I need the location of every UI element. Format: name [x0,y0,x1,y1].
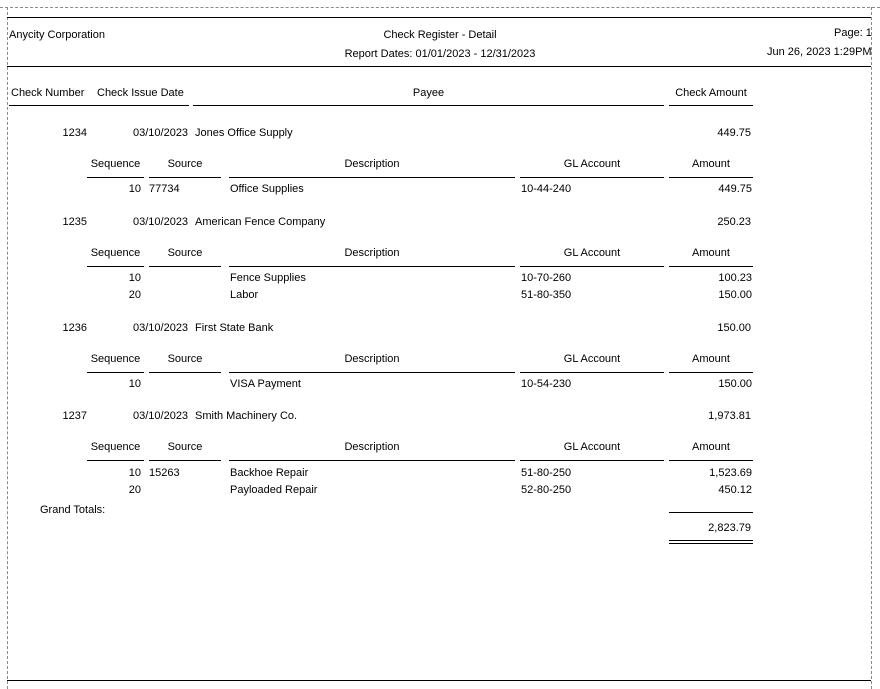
page-number: Page: 1 [834,27,872,39]
line-sequence: 20 [128,484,141,496]
grand-totals-label: Grand Totals: [40,504,106,516]
line-amount: 449.75 [718,183,752,195]
col-payee: Payee [412,87,445,99]
line-sequence: 10 [128,378,141,390]
check-date: 03/10/2023 [133,410,189,422]
totals-rule [669,512,753,513]
line-description: Payloaded Repair [230,484,318,496]
line-sequence: 10 [128,272,141,284]
detail-col-gl-account: GL Account [563,353,621,365]
check-payee: American Fence Company [195,216,326,228]
col-check-issue-date: Check Issue Date [97,87,184,99]
company-name: Anycity Corporation [9,29,105,41]
detail-col-source: Source [167,353,203,365]
line-gl-account: 10-70-260 [521,272,572,284]
line-description: Labor [230,289,259,301]
check-amount: 150.00 [717,322,751,334]
line-description: Fence Supplies [230,272,306,284]
line-amount: 450.12 [718,484,752,496]
col-rule-payee [193,105,664,106]
detail-col-amount: Amount [692,441,730,453]
check-amount: 449.75 [717,127,751,139]
detail-col-gl-account: GL Account [563,247,621,259]
check-date: 03/10/2023 [133,216,189,228]
detail-col-source: Source [167,441,203,453]
detail-col-sequence: Sequence [90,158,141,170]
col-rule-left [9,105,189,106]
col-rule-amount [669,105,753,106]
footer-rule [7,680,871,681]
detail-col-source: Source [167,247,203,259]
check-payee: First State Bank [195,322,274,334]
line-gl-account: 10-44-240 [521,183,572,195]
line-gl-account: 51-80-350 [521,289,572,301]
detail-col-gl-account: GL Account [563,441,621,453]
line-gl-account: 10-54-230 [521,378,572,390]
col-check-amount: Check Amount [675,87,747,99]
detail-col-gl-account: GL Account [563,158,621,170]
line-description: VISA Payment [230,378,301,390]
check-amount: 1,973.81 [708,410,751,422]
check-number: 1234 [62,127,87,139]
report-dates: Report Dates: 01/01/2023 - 12/31/2023 [344,48,536,60]
totals-double-rule-bottom [669,543,753,544]
line-source: 15263 [149,467,180,479]
check-number: 1236 [62,322,87,334]
detail-col-description: Description [344,353,400,365]
check-number: 1237 [62,410,87,422]
header-bottom-rule [7,66,871,67]
detail-col-sequence: Sequence [90,441,141,453]
totals-double-rule-top [669,540,753,541]
line-amount: 100.23 [718,272,752,284]
line-amount: 150.00 [718,289,752,301]
detail-col-amount: Amount [692,158,730,170]
detail-col-sequence: Sequence [90,353,141,365]
detail-col-amount: Amount [692,247,730,259]
check-number: 1235 [62,216,87,228]
check-amount: 250.23 [717,216,751,228]
detail-col-description: Description [344,158,400,170]
page-right-border [871,7,872,689]
header-top-rule [7,17,871,18]
line-amount: 150.00 [718,378,752,390]
detail-col-sequence: Sequence [90,247,141,259]
line-sequence: 10 [128,467,141,479]
detail-col-source: Source [167,158,203,170]
line-description: Office Supplies [230,183,304,195]
check-payee: Jones Office Supply [195,127,293,139]
line-description: Backhoe Repair [230,467,309,479]
print-timestamp: Jun 26, 2023 1:29PM [767,46,872,58]
detail-col-amount: Amount [692,353,730,365]
page-left-border [7,7,8,689]
report-title: Check Register - Detail [383,29,497,41]
detail-col-description: Description [344,247,400,259]
line-gl-account: 52-80-250 [521,484,572,496]
check-payee: Smith Machinery Co. [195,410,298,422]
line-amount: 1,523.69 [709,467,752,479]
check-date: 03/10/2023 [133,322,189,334]
page-top-border [0,7,880,8]
line-gl-account: 51-80-250 [521,467,572,479]
detail-col-description: Description [344,441,400,453]
check-date: 03/10/2023 [133,127,189,139]
line-source: 77734 [149,183,180,195]
line-sequence: 10 [128,183,141,195]
grand-total-amount: 2,823.79 [708,522,751,534]
line-sequence: 20 [128,289,141,301]
col-check-number: Check Number [11,87,85,99]
